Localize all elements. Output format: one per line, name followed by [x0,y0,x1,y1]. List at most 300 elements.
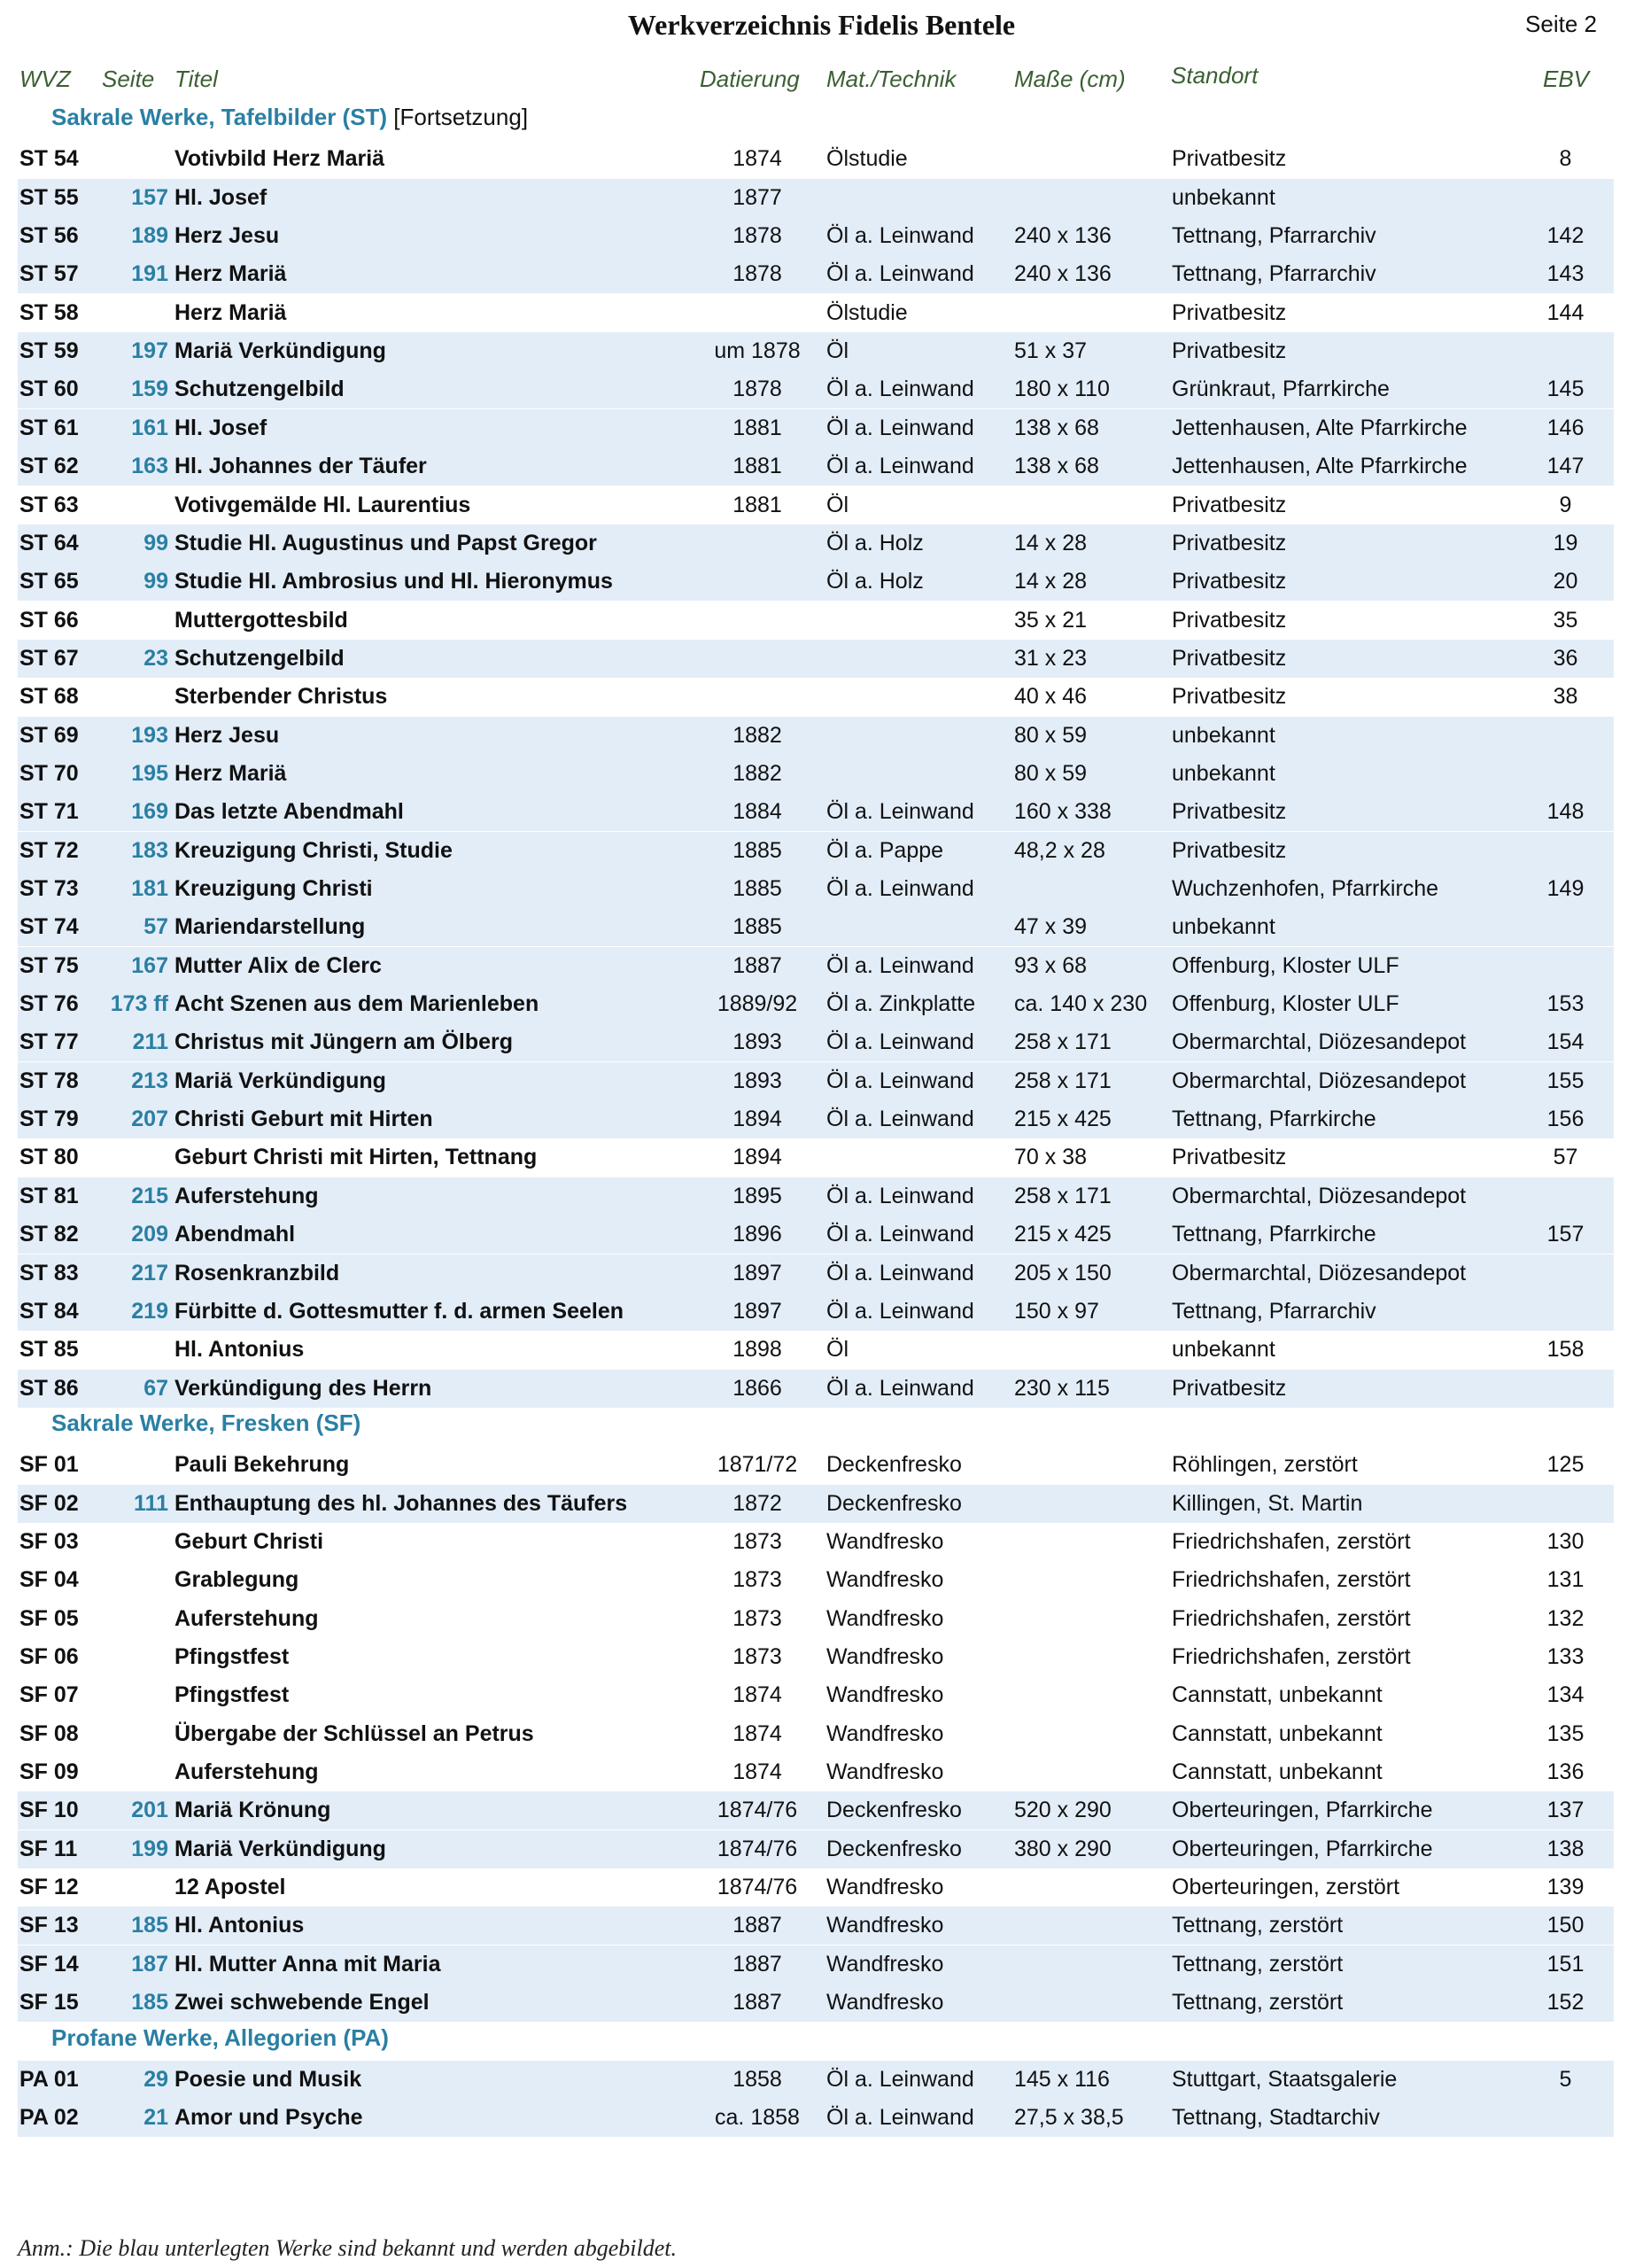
titel-cell: Mariendarstellung [174,914,366,940]
wvz-cell: SF 02 [19,1490,79,1516]
masse-cell: 380 x 290 [1014,1836,1112,1861]
section-title: Sakrale Werke, Tafelbilder (ST) [51,104,388,130]
standort-cell: Privatbesitz [1172,684,1287,710]
table-row [18,985,1614,1023]
standort-cell: Cannstatt, unbekannt [1172,1682,1383,1708]
datierung-cell: 1877 [732,184,782,210]
titel-cell: Muttergottesbild [174,607,348,633]
ebv-cell: 154 [1546,1029,1585,1055]
mat-technik-cell: Wandfresko [826,1759,944,1785]
mat-technik-cell: Öl a. Pappe [826,837,944,863]
titel-cell: Hl. Antonius [174,1913,305,1938]
ebv-cell: 19 [1553,530,1578,555]
wvz-cell: SF 04 [19,1567,79,1593]
datierung-cell: 1872 [732,1490,782,1516]
seite-cell: 199 [131,1836,168,1861]
titel-cell: Hl. Josef [174,415,267,440]
datierung-cell: 1885 [732,914,782,940]
col-header-datierung: Datierung [700,66,800,92]
titel-cell: Pauli Bekehrung [174,1452,350,1478]
masse-cell: 205 x 150 [1014,1260,1112,1285]
titel-cell: Herz Jesu [174,223,280,249]
masse-cell: 138 x 68 [1014,454,1099,479]
titel-cell: Grablegung [174,1567,299,1593]
table-row [18,1062,1614,1100]
mat-technik-cell: Wandfresko [826,1951,944,1977]
seite-cell: 23 [143,645,168,671]
wvz-cell: SF 05 [19,1605,79,1631]
ebv-cell: 144 [1546,299,1585,325]
mat-technik-cell: Öl a. Leinwand [826,454,974,479]
masse-cell: 14 x 28 [1014,569,1088,594]
mat-technik-cell: Öl a. Leinwand [826,261,974,287]
datierung-cell: 1884 [732,799,782,825]
titel-cell: Acht Szenen aus dem Marienleben [174,991,539,1017]
page-number: Seite 2 [1525,11,1597,37]
table-row [18,409,1614,447]
table-row [18,1830,1614,1868]
titel-cell: Geburt Christi mit Hirten, Tettnang [174,1145,538,1170]
table-row [18,1791,1614,1829]
titel-cell: Votivbild Herz Mariä [174,146,385,172]
section-heading [51,104,528,131]
standort-cell: Privatbesitz [1172,569,1287,594]
table-row [18,563,1614,601]
titel-cell: Das letzte Abendmahl [174,799,404,825]
section-title: Profane Werke, Allegorien (PA) [51,2023,389,2051]
standort-cell: Privatbesitz [1172,645,1287,671]
titel-cell: Fürbitte d. Gottesmutter f. d. armen Seelen [174,1298,624,1324]
wvz-cell: ST 62 [19,454,79,479]
ebv-cell: 135 [1546,1720,1585,1746]
masse-cell: 258 x 171 [1014,1029,1112,1055]
titel-cell: Rosenkranzbild [174,1260,340,1285]
titel-cell: Enthauptung des hl. Johannes des Täufers [174,1490,628,1516]
standort-cell: Röhlingen, zerstört [1172,1452,1358,1478]
datierung-cell: 1878 [732,377,782,402]
datierung-cell: 1874/76 [717,1798,798,1823]
datierung-cell: 1887 [732,1951,782,1977]
mat-technik-cell: Öl a. Leinwand [826,1260,974,1285]
ebv-cell: 155 [1546,1068,1585,1093]
datierung-cell: 1874 [732,1759,782,1785]
wvz-cell: SF 07 [19,1682,79,1708]
seite-cell: 183 [131,837,168,863]
col-header-standort: Standort [1171,62,1259,89]
titel-cell: Votivgemälde Hl. Laurentius [174,492,471,517]
table-row [18,755,1614,793]
datierung-cell: 1894 [732,1107,782,1132]
seite-cell: 181 [131,876,168,901]
seite-cell: 99 [143,569,168,594]
datierung-cell: 1878 [732,223,782,249]
seite-cell: 29 [143,2066,168,2092]
ebv-cell: 158 [1546,1337,1585,1363]
standort-cell: Tettnang, Pfarrkirche [1172,1222,1376,1247]
titel-cell: Herz Mariä [174,299,287,325]
table-row [18,1216,1614,1254]
table-row [18,2099,1614,2137]
table-row [18,1177,1614,1216]
seite-cell: 99 [143,530,168,555]
mat-technik-cell: Öl a. Holz [826,530,924,555]
wvz-cell: ST 76 [19,991,79,1017]
titel-cell: Hl. Josef [174,184,267,210]
standort-cell: Privatbesitz [1172,338,1287,364]
seite-cell: 211 [132,1029,168,1055]
ebv-cell: 136 [1546,1759,1585,1785]
section-continuation-note: [Fortsetzung] [387,104,529,130]
wvz-cell: ST 74 [19,914,79,940]
standort-cell: Obermarchtal, Diözesandepot [1172,1029,1467,1055]
datierung-cell: 1881 [732,492,782,517]
seite-cell: 67 [143,1375,168,1401]
titel-cell: Herz Mariä [174,760,287,786]
seite-cell: 167 [131,952,168,978]
standort-cell: Tettnang, zerstört [1172,1951,1344,1977]
mat-technik-cell: Wandfresko [826,1875,944,1900]
wvz-cell: ST 60 [19,377,79,402]
ebv-cell: 125 [1546,1452,1585,1478]
datierung-cell: 1874 [732,1720,782,1746]
wvz-cell: PA 02 [19,2105,79,2131]
datierung-cell: ca. 1858 [715,2105,800,2131]
masse-cell: 520 x 290 [1014,1798,1112,1823]
table-row [18,447,1614,485]
ebv-cell: 137 [1546,1798,1585,1823]
titel-cell: Herz Jesu [174,722,280,748]
standort-cell: Privatbesitz [1172,837,1287,863]
masse-cell: 47 x 39 [1014,914,1088,940]
datierung-cell: um 1878 [714,338,801,364]
masse-cell: 160 x 338 [1014,799,1112,825]
standort-cell: Offenburg, Kloster ULF [1172,952,1399,978]
wvz-cell: ST 54 [19,146,79,172]
seite-cell: 187 [131,1951,168,1977]
table-row [18,678,1614,716]
masse-cell: 258 x 171 [1014,1183,1112,1208]
datierung-cell: 1885 [732,837,782,863]
wvz-cell: ST 78 [19,1068,79,1093]
standort-cell: Jettenhausen, Alte Pfarrkirche [1172,454,1468,479]
wvz-cell: SF 10 [19,1798,79,1823]
titel-cell: Auferstehung [174,1605,319,1631]
titel-cell: Amor und Psyche [174,2105,363,2131]
ebv-cell: 36 [1553,645,1578,671]
document-title: Werkverzeichnis Fidelis Bentele [627,9,1016,41]
col-header-wvz: WVZ [19,66,71,92]
mat-technik-cell: Öl a. Leinwand [826,1375,974,1401]
seite-cell: 209 [131,1222,168,1247]
wvz-cell: ST 72 [19,837,79,863]
table-row [18,1753,1614,1791]
masse-cell: 40 x 46 [1014,684,1088,710]
mat-technik-cell: Öl a. Leinwand [826,799,974,825]
mat-technik-cell: Wandfresko [826,1913,944,1938]
table-row [18,370,1614,408]
wvz-cell: ST 63 [19,492,79,517]
table-row [18,1600,1614,1638]
col-header-masse: Maße (cm) [1014,66,1126,92]
seite-cell: 163 [131,454,168,479]
mat-technik-cell: Öl a. Leinwand [826,1029,974,1055]
standort-cell: Jettenhausen, Alte Pfarrkirche [1172,415,1468,440]
standort-cell: Tettnang, Pfarrarchiv [1172,261,1376,287]
seite-cell: 195 [131,760,168,786]
table-row [18,524,1614,563]
table-row [18,217,1614,255]
mat-technik-cell: Öl a. Leinwand [826,415,974,440]
mat-technik-cell: Deckenfresko [826,1836,962,1861]
col-header-titel: Titel [174,66,218,92]
wvz-cell: ST 67 [19,645,79,671]
standort-cell: Cannstatt, unbekannt [1172,1759,1383,1785]
ebv-cell: 146 [1546,415,1585,440]
standort-cell: Tettnang, Pfarrkirche [1172,1107,1376,1132]
wvz-cell: ST 59 [19,338,79,364]
datierung-cell: 1873 [732,1528,782,1554]
ebv-cell: 142 [1546,223,1585,249]
wvz-cell: ST 71 [19,799,79,825]
standort-cell: Friedrichshafen, zerstört [1172,1644,1411,1669]
standort-cell: Tettnang, Pfarrarchiv [1172,223,1376,249]
datierung-cell: 1882 [732,722,782,748]
standort-cell: Oberteuringen, zerstört [1172,1875,1400,1900]
standort-cell: Privatbesitz [1172,1145,1287,1170]
datierung-cell: 1874 [732,1682,782,1708]
mat-technik-cell: Ölstudie [826,299,908,325]
seite-cell: 173 ff [110,991,168,1017]
ebv-cell: 134 [1546,1682,1585,1708]
standort-cell: Privatbesitz [1172,299,1287,325]
masse-cell: 215 x 425 [1014,1107,1112,1132]
titel-cell: Christus mit Jüngern am Ölberg [174,1029,514,1055]
datierung-cell: 1873 [732,1567,782,1593]
ebv-cell: 147 [1546,454,1585,479]
datierung-cell: 1894 [732,1145,782,1170]
table-row [18,832,1614,870]
ebv-cell: 151 [1546,1951,1585,1977]
ebv-cell: 138 [1546,1836,1585,1861]
titel-cell: Mariä Verkündigung [174,1068,386,1093]
datierung-cell: 1898 [732,1337,782,1363]
titel-cell: Studie Hl. Ambrosius und Hl. Hieronymus [174,569,613,594]
wvz-cell: ST 69 [19,722,79,748]
titel-cell: Herz Mariä [174,261,287,287]
standort-cell: Tettnang, zerstört [1172,1990,1344,2016]
ebv-cell: 157 [1546,1222,1585,1247]
mat-technik-cell: Öl a. Leinwand [826,1183,974,1208]
datierung-cell: 1889/92 [717,991,798,1017]
datierung-cell: 1874/76 [717,1875,798,1900]
col-header-seite: Seite [102,66,155,92]
table-row [18,1715,1614,1753]
mat-technik-cell: Öl a. Leinwand [826,377,974,402]
ebv-cell: 150 [1546,1913,1585,1938]
footnote: Anm.: Die blau unterlegten Werke sind bekannt und werden abgebildet. [18,2235,677,2261]
ebv-cell: 132 [1546,1605,1585,1631]
wvz-cell: ST 65 [19,569,79,594]
table-row [18,332,1614,370]
standort-cell: unbekannt [1172,914,1275,940]
ebv-cell: 38 [1553,684,1578,710]
titel-cell: Hl. Johannes der Täufer [174,454,427,479]
masse-cell: 51 x 37 [1014,338,1088,364]
table-row [18,1138,1614,1177]
datierung-cell: 1874 [732,146,782,172]
ebv-cell: 143 [1546,261,1585,287]
datierung-cell: 1893 [732,1029,782,1055]
table-row [18,1523,1614,1561]
titel-cell: Verkündigung des Herrn [174,1375,432,1401]
titel-cell: Geburt Christi [174,1528,324,1554]
datierung-cell: 1873 [732,1644,782,1669]
mat-technik-cell: Wandfresko [826,1990,944,2016]
masse-cell: 14 x 28 [1014,530,1088,555]
wvz-cell: ST 84 [19,1298,79,1324]
section-title: Sakrale Werke, Fresken (SF) [51,1409,361,1436]
ebv-cell: 20 [1553,569,1578,594]
titel-cell: Kreuzigung Christi [174,876,373,901]
table-row [18,602,1614,640]
standort-cell: Privatbesitz [1172,1375,1287,1401]
wvz-cell: ST 83 [19,1260,79,1285]
table-row [18,1946,1614,1984]
titel-cell: Poesie und Musik [174,2066,362,2092]
titel-cell: Auferstehung [174,1183,319,1208]
masse-cell: 240 x 136 [1014,261,1112,287]
standort-cell: Killingen, St. Martin [1172,1490,1363,1516]
wvz-cell: SF 09 [19,1759,79,1785]
titel-cell: Kreuzigung Christi, Studie [174,837,453,863]
datierung-cell: 1897 [732,1298,782,1324]
wvz-cell: ST 58 [19,299,79,325]
titel-cell: Schutzengelbild [174,377,345,402]
ebv-cell: 8 [1559,146,1572,172]
mat-technik-cell: Öl [826,492,849,517]
seite-cell: 157 [131,184,168,210]
seite-cell: 161 [131,415,168,440]
standort-cell: Privatbesitz [1172,492,1287,517]
datierung-cell: 1887 [732,1913,782,1938]
ebv-cell: 139 [1546,1875,1585,1900]
mat-technik-cell: Öl [826,338,849,364]
seite-cell: 193 [131,722,168,748]
datierung-cell: 1887 [732,952,782,978]
datierung-cell: 1873 [732,1605,782,1631]
mat-technik-cell: Öl a. Zinkplatte [826,991,976,1017]
standort-cell: Oberteuringen, Pfarrkirche [1172,1836,1433,1861]
datierung-cell: 1866 [732,1375,782,1401]
titel-cell: 12 Apostel [174,1875,286,1900]
masse-cell: 180 x 110 [1014,377,1110,402]
mat-technik-cell: Öl a. Leinwand [826,223,974,249]
seite-cell: 111 [134,1490,168,1516]
datierung-cell: 1874/76 [717,1836,798,1861]
titel-cell: Abendmahl [174,1222,296,1247]
mat-technik-cell: Öl [826,1337,849,1363]
standort-cell: Obermarchtal, Diözesandepot [1172,1068,1467,1093]
ebv-cell: 153 [1546,991,1585,1017]
masse-cell: 215 x 425 [1014,1222,1112,1247]
ebv-cell: 152 [1546,1990,1585,2016]
masse-cell: 138 x 68 [1014,415,1099,440]
standort-cell: Friedrichshafen, zerstört [1172,1567,1411,1593]
col-header-ebv: EBV [1543,66,1590,92]
mat-technik-cell: Öl a. Holz [826,569,924,594]
mat-technik-cell: Öl a. Leinwand [826,1222,974,1247]
standort-cell: Privatbesitz [1172,607,1287,633]
ebv-cell: 148 [1546,799,1585,825]
table-row [18,140,1614,178]
wvz-cell: ST 79 [19,1107,79,1132]
standort-cell: Privatbesitz [1172,799,1287,825]
wvz-cell: ST 85 [19,1337,79,1363]
datierung-cell: 1881 [732,415,782,440]
table-row [18,2061,1614,2099]
masse-cell: 145 x 116 [1014,2066,1110,2092]
wvz-cell: SF 14 [19,1951,79,1977]
mat-technik-cell: Deckenfresko [826,1490,962,1516]
wvz-cell: ST 56 [19,223,79,249]
table-row [18,255,1614,293]
wvz-cell: SF 08 [19,1720,79,1746]
titel-cell: Mariä Verkündigung [174,338,386,364]
datierung-cell: 1897 [732,1260,782,1285]
section-heading [51,2024,389,2052]
table-row [18,1561,1614,1599]
mat-technik-cell: Ölstudie [826,146,908,172]
standort-cell: unbekannt [1172,1337,1275,1363]
titel-cell: Zwei schwebende Engel [174,1990,430,2016]
table-row [18,1370,1614,1408]
column-header-row [0,62,1643,97]
standort-cell: Wuchzenhofen, Pfarrkirche [1172,876,1439,901]
wvz-cell: ST 73 [19,876,79,901]
seite-cell: 219 [131,1298,168,1324]
seite-cell: 213 [131,1068,168,1093]
titel-cell: Mariä Krönung [174,1798,331,1823]
standort-cell: Stuttgart, Staatsgalerie [1172,2066,1398,2092]
titel-cell: Mariä Verkündigung [174,1836,386,1861]
seite-cell: 21 [143,2105,168,2131]
ebv-cell: 5 [1559,2066,1572,2092]
seite-cell: 159 [131,377,168,402]
standort-cell: Obermarchtal, Diözesandepot [1172,1260,1467,1285]
titel-cell: Hl. Mutter Anna mit Maria [174,1951,441,1977]
titel-cell: Übergabe der Schlüssel an Petrus [174,1720,534,1746]
table-row [18,640,1614,678]
standort-cell: unbekannt [1172,722,1275,748]
table-row [18,1331,1614,1369]
wvz-cell: ST 64 [19,530,79,555]
wvz-cell: SF 01 [19,1452,79,1478]
wvz-cell: ST 68 [19,684,79,710]
table-row [18,717,1614,755]
masse-cell: ca. 140 x 230 [1014,991,1148,1017]
masse-cell: 35 x 21 [1014,607,1088,633]
datierung-cell: 1893 [732,1068,782,1093]
datierung-cell: 1882 [732,760,782,786]
mat-technik-cell: Öl a. Leinwand [826,876,974,901]
ebv-cell: 9 [1559,492,1572,517]
masse-cell: 240 x 136 [1014,223,1112,249]
table-row [18,1485,1614,1523]
table-row [18,793,1614,831]
section-heading [51,1410,360,1437]
wvz-cell: ST 75 [19,952,79,978]
titel-cell: Studie Hl. Augustinus und Papst Gregor [174,530,597,555]
